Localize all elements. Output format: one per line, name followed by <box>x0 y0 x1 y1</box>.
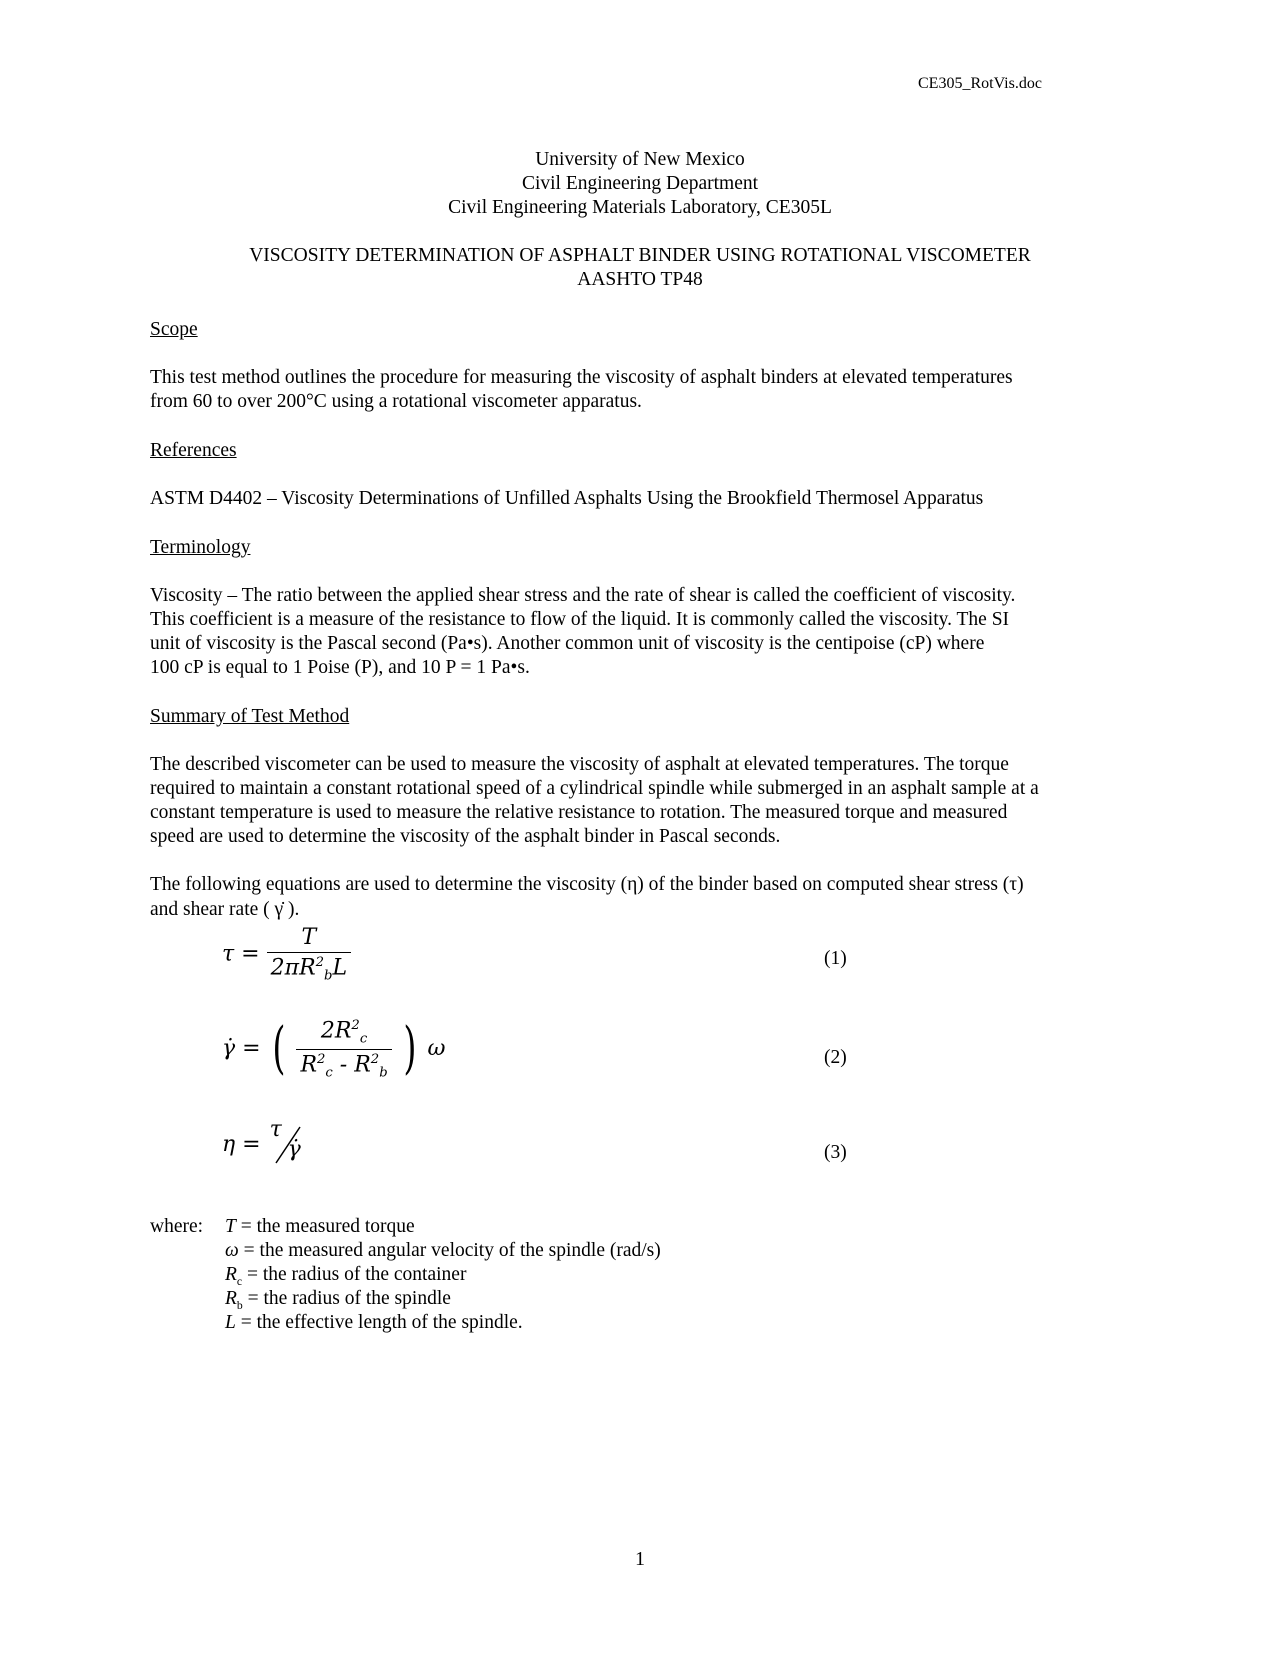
references-text: ASTM D4402 – Viscosity Determinations of Unfilled Asphalts Using the Brookfield Thermosel Apparatus <box>150 488 984 509</box>
where-label: where: <box>150 1216 204 1237</box>
scope-line-2: from 60 to over 200°C using a rotational viscometer apparatus. <box>150 391 642 412</box>
equation-1-number: (1) <box>824 948 847 969</box>
institution-name: University of New Mexico <box>535 149 745 170</box>
summary-line-2: required to maintain a constant rotational speed of a cylindrical spindle while submerged in an asphalt sample at a <box>150 778 1039 799</box>
equation-3-bottom: γ̇ <box>287 1137 301 1162</box>
terminology-line-1: Viscosity – The ratio between the applied shear stress and the rate of shear is called the coefficient of viscosity. <box>150 585 1016 606</box>
equation-1-denominator: $2\pi R^2_bL$ <box>267 952 351 984</box>
scope-heading: Scope <box>150 319 198 340</box>
equation-2-omega: ω <box>427 1036 446 1062</box>
equation-intro-line-2: and shear rate ( γ̇ ). <box>150 899 300 920</box>
equation-3-lhs: η = <box>222 1132 261 1157</box>
where-item-spindle-length: L = the effective length of the spindle. <box>225 1312 523 1333</box>
equation-1-numerator: T <box>301 925 317 950</box>
left-paren: ( <box>271 1016 286 1082</box>
equation-1-fraction <box>267 925 351 984</box>
terminology-line-3: unit of viscosity is the Pascal second (Pa•s). Another common unit of viscosity is the centipoise (cP) where <box>150 633 985 654</box>
file-name-header: CE305_RotVis.doc <box>918 75 1042 92</box>
document-subtitle: AASHTO TP48 <box>577 269 703 290</box>
where-item-angular-velocity: ω = the measured angular velocity of the spindle (rad/s) <box>225 1240 661 1261</box>
equation-2-denominator: $R^2_c - R^2_b$ <box>296 1049 391 1081</box>
equation-2 <box>222 1018 445 1080</box>
equation-1 <box>222 925 351 984</box>
equation-intro-line-1: The following equations are used to determine the viscosity (η) of the binder based on computed shear stress (τ) <box>150 874 1024 895</box>
lab-name: Civil Engineering Materials Laboratory, CE305L <box>448 197 832 218</box>
page-number: 1 <box>635 1548 645 1570</box>
summary-heading: Summary of Test Method <box>150 706 350 727</box>
equation-3-number: (3) <box>824 1142 847 1163</box>
equation-3-top: τ <box>269 1117 282 1142</box>
terminology-heading: Terminology <box>150 537 251 558</box>
right-paren: ) <box>403 1016 417 1082</box>
equation-3 <box>222 1117 308 1165</box>
equation-3-slash-fraction <box>268 1117 308 1165</box>
document-title: VISCOSITY DETERMINATION OF ASPHALT BINDER USING ROTATIONAL VISCOMETER <box>249 245 1031 266</box>
references-heading: References <box>150 440 237 461</box>
summary-line-4: speed are used to determine the viscosity of the asphalt binder in Pascal seconds. <box>150 826 781 847</box>
where-item-container-radius: $R_c$ = the radius of the container <box>225 1264 467 1288</box>
equation-2-fraction <box>296 1018 391 1080</box>
terminology-line-4: 100 cP is equal to 1 Poise (P), and 10 P = 1 Pa•s. <box>150 657 530 678</box>
department-name: Civil Engineering Department <box>521 173 759 194</box>
equation-2-lhs: γ̇ = <box>222 1036 261 1062</box>
where-item-spindle-radius: $R_b$ = the radius of the spindle <box>225 1288 451 1312</box>
terminology-line-2: This coefficient is a measure of the resistance to flow of the liquid. It is commonly called the viscosity. The SI <box>150 609 1010 630</box>
summary-line-1: The described viscometer can be used to measure the viscosity of asphalt at elevated temperatures. The torque <box>150 754 1009 775</box>
summary-line-3: constant temperature is used to measure the relative resistance to rotation. The measured torque and measured <box>150 802 1008 823</box>
where-item-torque: T = the measured torque <box>225 1216 415 1237</box>
equation-2-numerator: $2R^2_c$ <box>320 1018 368 1047</box>
equation-2-number: (2) <box>824 1047 847 1068</box>
equation-1-lhs: τ = <box>222 941 260 967</box>
scope-line-1: This test method outlines the procedure for measuring the viscosity of asphalt binders at elevated temperatures <box>150 367 1013 388</box>
